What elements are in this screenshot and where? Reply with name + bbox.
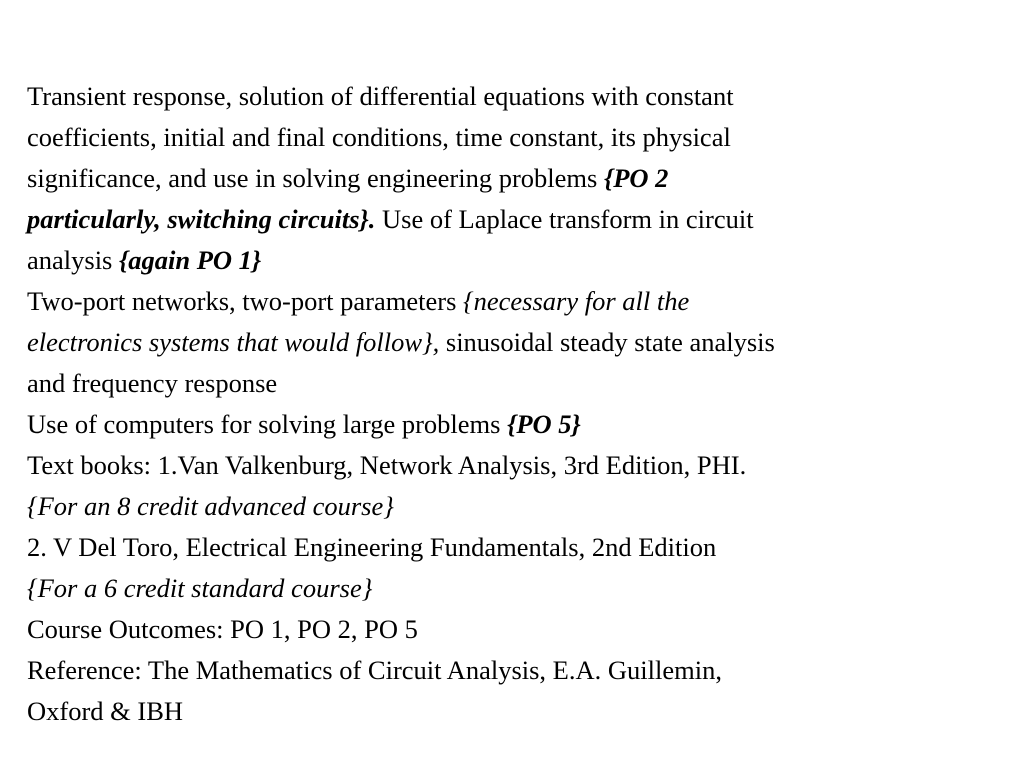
paragraph-transient-response — [27, 76, 1002, 281]
textbook-2: 2. V Del Toro, Electrical Engineering Fundamentals, 2nd Edition — [27, 532, 717, 562]
po-annotation: {PO 2 — [603, 163, 669, 193]
po-annotation: particularly, switching circuits}. — [27, 204, 376, 234]
reference-section — [27, 650, 1002, 732]
text-run: analysis — [27, 245, 119, 275]
paragraph-computers — [27, 404, 1002, 445]
text-line — [27, 199, 1002, 240]
po-annotation: {PO 5} — [507, 409, 581, 439]
text-line: and frequency response — [27, 368, 278, 398]
slide-body — [27, 76, 1002, 732]
paragraph-two-port-networks — [27, 281, 1002, 404]
text-line: Transient response, solution of differential equations with constant — [27, 81, 734, 111]
text-line — [27, 240, 1002, 281]
italic-note: {For an 8 credit advanced course} — [27, 491, 394, 521]
text-line — [27, 404, 1002, 445]
text-line: Oxford & IBH — [27, 696, 184, 726]
textbook-1: Text books: 1.Van Valkenburg, Network Analysis, 3rd Edition, PHI. — [27, 450, 747, 480]
course-outcomes — [27, 609, 1002, 650]
text-run: significance, and use in solving engineering problems — [27, 163, 604, 193]
text-line: Course Outcomes: PO 1, PO 2, PO 5 — [27, 614, 418, 644]
textbooks-section — [27, 445, 1002, 609]
text-run: Use of computers for solving large problems — [27, 409, 508, 439]
text-line — [27, 158, 1002, 199]
text-run: sinusoidal steady state analysis — [439, 327, 775, 357]
text-line — [27, 281, 1002, 322]
text-run: Two-port networks, two-port parameters — [27, 286, 464, 316]
italic-note: {necessary for all the — [463, 286, 690, 316]
po-annotation: {again PO 1} — [119, 245, 262, 275]
text-line: Reference: The Mathematics of Circuit Analysis, E.A. Guillemin, — [27, 655, 722, 685]
italic-note: electronics systems that would follow}, — [27, 327, 440, 357]
italic-note: {For a 6 credit standard course} — [27, 573, 373, 603]
text-line: coefficients, initial and final conditions, time constant, its physical — [27, 122, 731, 152]
text-run: Use of Laplace transform in circuit — [375, 204, 754, 234]
text-line — [27, 322, 1002, 363]
